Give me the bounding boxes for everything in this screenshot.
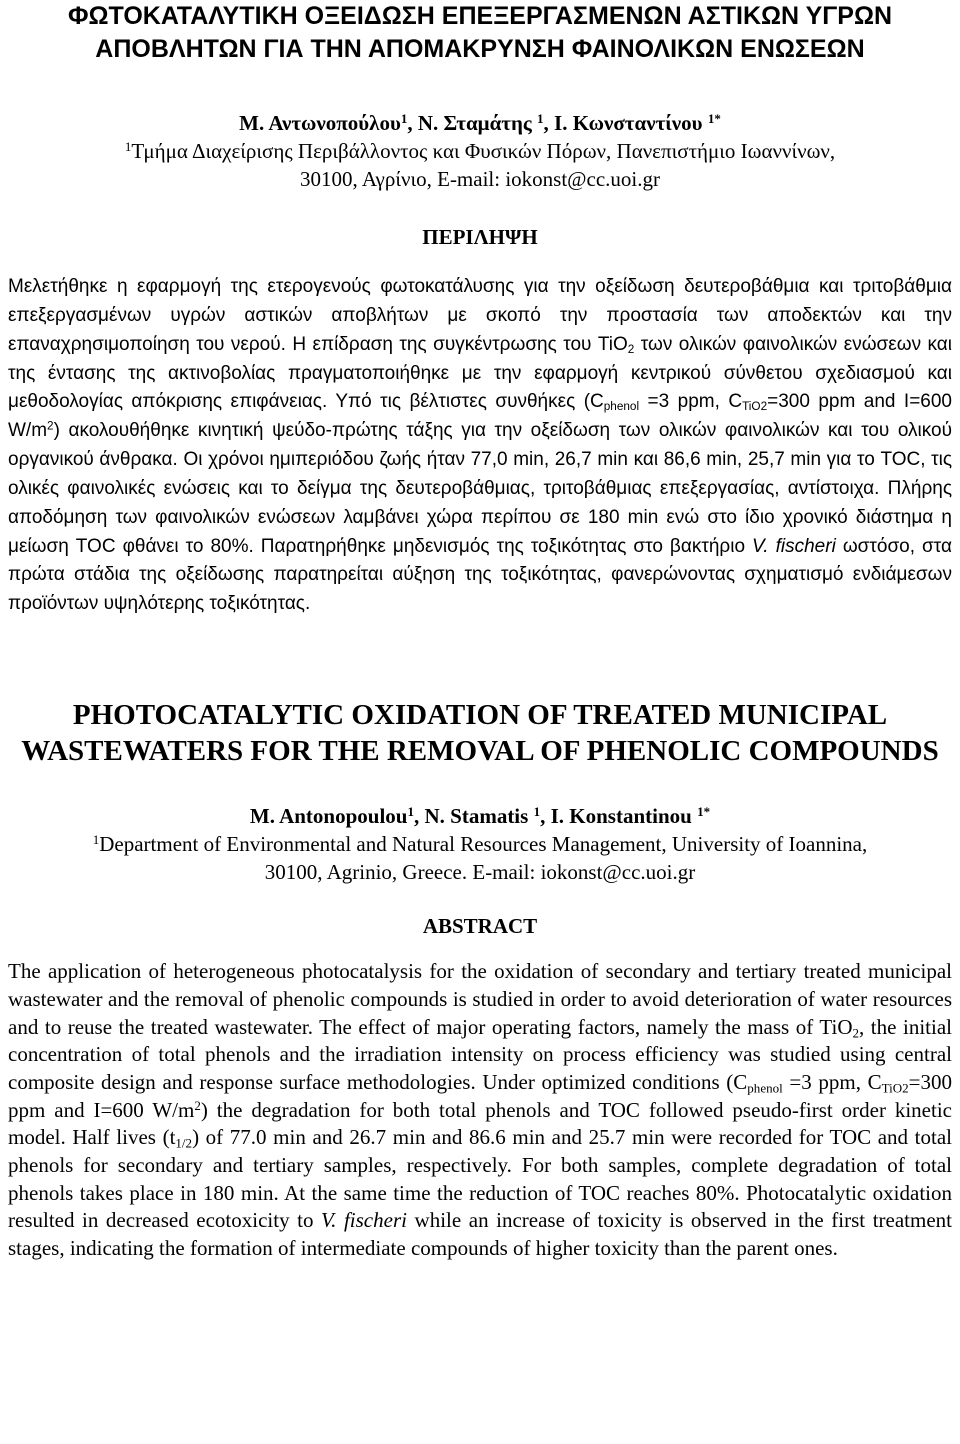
greek-author-1: Μ. Αντωνοπούλου xyxy=(239,111,401,135)
corresponding-mark: 1* xyxy=(697,803,711,819)
english-affiliation xyxy=(8,830,952,886)
affil-mark: 1 xyxy=(407,803,414,819)
english-affiliation-line-2: 30100, Agrinio, Greece. E-mail: iokonst@cc.uoi.gr xyxy=(264,860,696,885)
greek-abstract: Μελετήθηκε η εφαρμογή της ετερογενούς φωτοκατάλυσης για την οξείδωση δευτεροβάθμια και τριτοβάθμια επεξεργασμένων υγρών αστικών αποβλήτων με σκοπό την προστασία των αποδεκτών και την επαναχρησιμοποίηση του νερού. Η επίδραση της συγκέντρωσης του TiO$_2$ των ολικών φαινολικών ενώσεων και της έντασης της ακτινοβολίας πραγματοποιήθηκε με την εφαρμογή κεντρικού σύνθετου σχεδιασμού και μεθοδολογίας απόκρισης επιφάνειας. Υπό τις βέλτιστες συνθήκες ($C_{phenol} =3$ ppm, $C_{TiO2}=300$ ppm and I=600 $W/m^2$) ακολουθήθηκε κινητική ψεύδο-πρώτης τάξης για την οξείδωση των ολικών φαινολικών και του ολικού οργανικού άνθρακα. Οι χρόνοι ημιπεριόδου ζωής ήταν 77,0 min, 26,7 min και 86,6 min, 25,7 min για το TOC, τις ολικές φαινολικές ενώσεις και το δείγμα της δευτεροβάθμιας, τριτοβάθμιας επεξεργασίας, αντίστοιχα. Πλήρης αποδόμηση των φαινολικών ενώσεων λαμβάνει χώρα περίπου σε 180 min ενώ στο ίδιο χρονικό διάστημα η μείωση TOC φθάνει το 80%. Παρατηρήθηκε μηδενισμός της τοξικότητας στο βακτήριο V. fischeri ωστόσο, στα πρώτα στάδια της οξείδωσης παρατηρείται αύξηση της τοξικότητας, φανερώνοντας σχηματισμό ενδιάμεσων προϊόντων υψηλότερης τοξικότητας. xyxy=(8,276,952,615)
species-name: V. fischeri xyxy=(752,535,836,557)
english-authors: M. Antonopoulou$^1$, N. Stamatis $^1$, I. Konstantinou $^{1*}$ xyxy=(249,803,711,829)
greek-title: ΦΩΤΟΚΑΤΑΛΥΤΙΚΗ ΟΞΕΙΔΩΣΗ ΕΠΕΞΕΡΓΑΣΜΕΝΩΝ ΑΣΤΙΚΩΝ ΥΓΡΩΝ ΑΠΟΒΛΗΤΩΝ ΓΙΑ ΤΗΝ ΑΠΟΜΑΚΡΥΝΣΗ ΦΑΙΝΟΛΙΚΩΝ ΕΝΩΣΕΩΝ xyxy=(67,2,893,63)
greek-affiliation-line-1: Τμήμα Διαχείρισης Περιβάλλοντος και Φυσικών Πόρων, Πανεπιστήμιο Ιωαννίνων, xyxy=(131,139,836,163)
greek-affiliation-line-2: 30100, Αγρίνιο, E-mail: iokonst@cc.uoi.gr xyxy=(300,167,660,191)
greek-affiliation xyxy=(8,137,952,193)
paper-page xyxy=(8,0,952,1284)
affil-mark: 1 xyxy=(533,803,541,819)
greek-author-3: Ι. Κωνσταντίνου xyxy=(554,111,703,135)
affil-mark: 1 xyxy=(400,110,408,126)
greek-author-2: Ν. Σταμάτης xyxy=(417,111,532,135)
english-abstract-heading: ABSTRACT xyxy=(422,914,538,939)
affil-mark: 1 xyxy=(124,138,132,154)
corresponding-mark: 1* xyxy=(707,110,721,126)
greek-abstract-heading: ΠΕΡΙΛΗΨΗ xyxy=(422,225,538,249)
english-author-3: I. Konstantinou xyxy=(550,804,692,829)
affil-mark: 1 xyxy=(537,110,544,126)
english-abstract: The application of heterogeneous photocatalysis for the oxidation of secondary and tertiary treated municipal wastewater and the removal of phenolic compounds is studied in order to avoid deterioration of water resources and to reuse the treated wastewater. The effect of major operating factors, namely the mass of TiO$_2$, the initial concentration of total phenols and the irradiation intensity on process efficiency was studied using central composite design and response surface methodologies. Under optimized conditions ($C_{phenol} =3$ ppm, $C_{TiO2}=300$ ppm and I=600 $W/m^2$) the degradation for both total phenols and TOC followed pseudo-first order kinetic model. Half lives $(t_{1/2})$ of 77.0 min and 26.7 min and 86.6 min and 25.7 min were recorded for TOC and total phenols for secondary and tertiary samples, respectively. For both samples, complete degradation of total phenols takes place in 180 min. At the same time the reduction of TOC reaches 80%. Photocatalytic oxidation resulted in decreased ecotoxicity to V. fischeri while an increase of toxicity is observed in the first treatment stages, indicating the formation of intermediate compounds of higher toxicity than the parent ones. xyxy=(8,959,953,1261)
greek-authors: Μ. Αντωνοπούλου$^1$, Ν. Σταμάτης $^1$, Ι. Κωνσταντίνου $^{1*}$ xyxy=(239,110,721,135)
english-title: PHOTOCATALYTIC OXIDATION OF TREATED MUNICIPAL WASTEWATERS FOR THE REMOVAL OF PHENOLIC COMPOUNDS xyxy=(21,699,939,768)
english-author-1: M. Antonopoulou xyxy=(249,804,408,829)
english-affiliation-line-1: Department of Environmental and Natural Resources Management, University of Ioannina, xyxy=(99,832,868,857)
english-author-2: N. Stamatis xyxy=(424,804,529,829)
affil-mark: 1 xyxy=(92,831,100,847)
species-name: V. fischeri xyxy=(321,1208,407,1233)
